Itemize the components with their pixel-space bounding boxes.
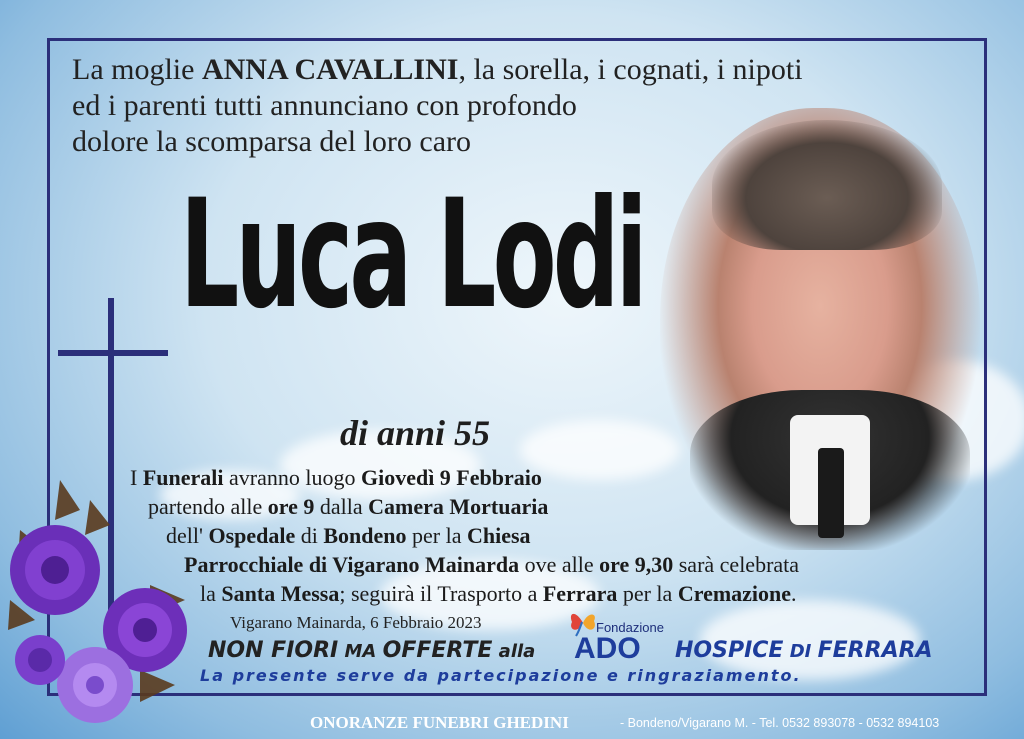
funeral-line-1: I Funerali avranno luogo Giovedì 9 Febbraio (130, 465, 542, 490)
intro-line2: ed i parenti tutti annunciano con profondo (72, 89, 577, 122)
funeral-agency: ONORANZE FUNEBRI GHEDINI (310, 713, 569, 732)
funeral-line-3: dell' Ospedale di Bondeno per la Chiesa (166, 523, 531, 548)
place-date: Vigarano Mainarda, 6 Febbraio 2023 (230, 613, 482, 632)
ado-logo-text: ADO (574, 632, 641, 665)
agency-contacts: - Bondeno/Vigarano M. - Tel. 0532 893078 - 0532 894103 (620, 716, 940, 730)
age-line: di anni 55 (340, 413, 491, 453)
hospice-text: HOSPICE DI FERRARA (675, 638, 933, 663)
cross-icon-arm (58, 350, 168, 356)
intro-line1-a: La moglie (72, 53, 202, 86)
ado-fondazione: Fondazione (596, 620, 664, 635)
funeral-line-4: Parrocchiale di Vigarano Mainarda ove alle ore 9,30 sarà celebrata (184, 552, 800, 577)
intro-line3: dolore la scomparsa del loro caro (72, 125, 472, 158)
wife-name: ANNA CAVALLINI (201, 53, 459, 86)
roses-icon (0, 470, 215, 739)
funeral-line-5: la Santa Messa; seguirà il Trasporto a Ferrara per la Cremazione. (200, 581, 797, 606)
no-flowers-line: NON FIORI MA OFFERTE alla (208, 638, 536, 663)
portrait-tie (818, 448, 844, 538)
deceased-name: Luca Lodi (180, 168, 644, 342)
portrait-hair (712, 120, 942, 250)
participation-line: La presente serve da partecipazione e ringraziamento. (200, 666, 802, 685)
intro-line1-b: , la sorella, i cognati, i nipoti (458, 53, 803, 86)
funeral-line-2: partendo alle ore 9 dalla Camera Mortuaria (148, 494, 549, 519)
